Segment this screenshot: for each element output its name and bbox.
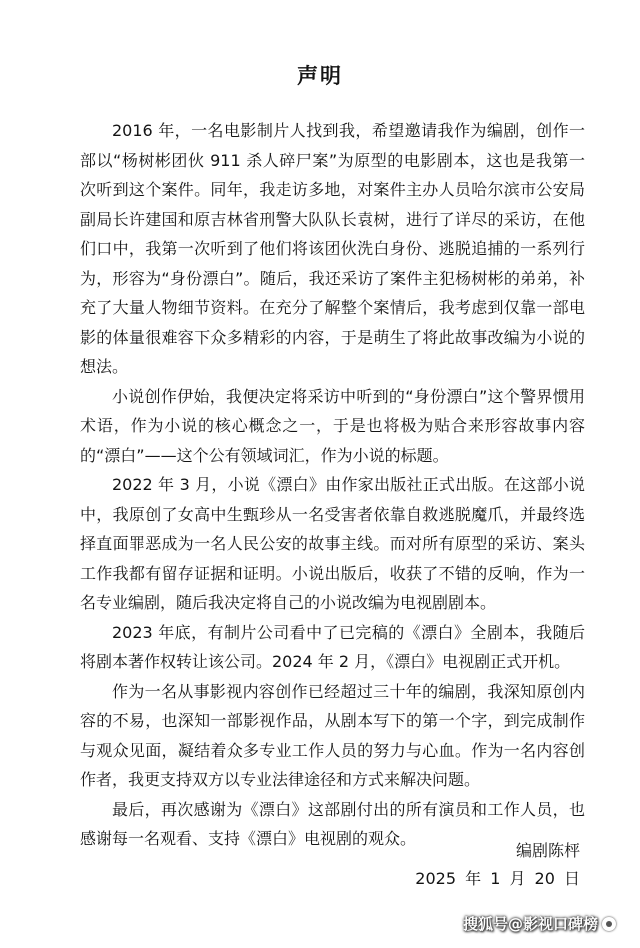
paragraph-2: 小说创作伊始，我便决定将采访中听到的“身份漂白”这个警界惯用术语，作为小说的核心概念之一，于是也将极为贴合来形容故事内容的“漂白”——这个公有领域词汇，作为小说的标题。: [80, 386, 585, 465]
document-title: 声明: [297, 64, 343, 88]
paragraph-4: 2023 年底，有制片公司看中了已完稿的《漂白》全剧本，我随后将剧本著作权转让该公司。2024 年 2 月，《漂白》电视剧正式开机。: [80, 622, 585, 671]
watermark-logo-icon: [602, 917, 616, 931]
signature: 编剧陈枰: [515, 841, 580, 860]
signature-date: 2025 年 1 月 20 日: [415, 869, 580, 888]
paragraph-1: 2016 年，一名电影制片人找到我，希望邀请我作为编剧，创作一部以“杨树彬团伙 911 杀人碎尸案”为原型的电影剧本，这也是我第一次听到这个案件。同年，我走访多地，对案件主办人员哈尔滨市公安局副局长许建国和原吉林省刑警大队队长袁树，进行了详尽的采访，在他们口中，我第一次听到了他们将该团伙洗白身份、逃脱追捕的一系列行为，形容为“身份漂白”。随后，我还采访了案件主犯杨树彬的弟弟，补充了大量人物细节资料。在充分了解整个案情后，我考虑到仅靠一部电影的体量很难容下众多精彩的内容，于是萌生了将此故事改编为小说的想法。: [80, 121, 585, 376]
watermark: [463, 913, 616, 934]
paragraph-5: 作为一名从事影视内容创作已经超过三十年的编剧，我深知原创内容的不易，也深知一部影视作品，从剧本写下的第一个字，到完成制作与观众见面，凝结着众多专业工作人员的努力与心血。作为一名内容创作者，我更支持双方以专业法律途径和方式来解决问题。: [80, 681, 585, 789]
watermark-text: 搜狐号@影视口碑榜: [462, 915, 598, 933]
document-body: [80, 116, 585, 854]
paragraph-6: 最后，再次感谢为《漂白》这部剧付出的所有演员和工作人员，也感谢每一名观看、支持《漂白》电视剧的观众。: [80, 799, 585, 848]
paragraph-3: 2022 年 3 月，小说《漂白》由作家出版社正式出版。在这部小说中，我原创了女高中生甄珍从一名受害者依靠自救逃脱魔爪，并最终选择直面罪恶成为一名人民公安的故事主线。而对所有原型的采访、案头工作我都有留存证据和证明。小说出版后，收获了不错的反响，作为一名专业编剧，随后我决定将自己的小说改编为电视剧剧本。: [80, 475, 585, 612]
